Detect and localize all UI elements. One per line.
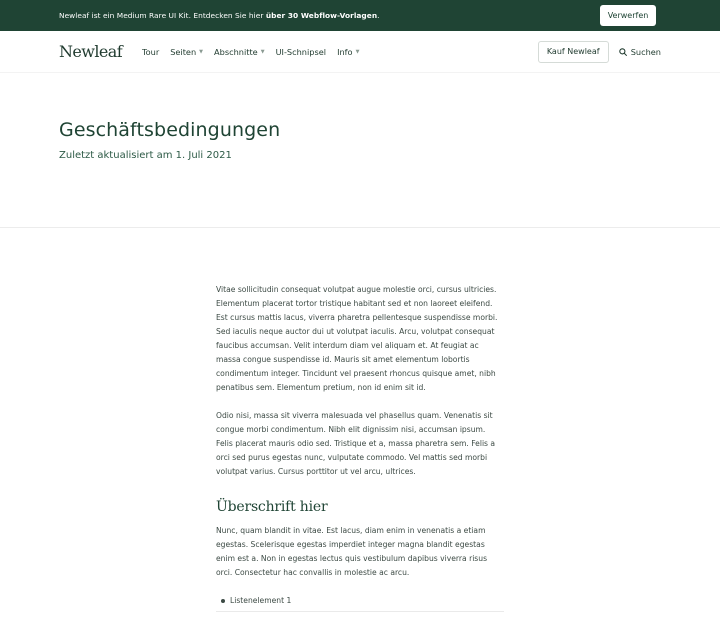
search-icon: [619, 48, 627, 56]
chevron-down-icon: ▼: [355, 48, 360, 55]
nav-item-ui-schnipsel[interactable]: UI-Schnipsel: [275, 46, 327, 57]
nav-item-abschnitte[interactable]: Abschnitte ▼: [214, 46, 265, 57]
terms-content: [216, 283, 504, 612]
bullet-list: [216, 594, 504, 612]
templates-link[interactable]: über 30 Webflow-Vorlagen: [265, 11, 378, 20]
nav-actions: [538, 41, 661, 63]
announcement-bar: [0, 0, 720, 31]
announcement-text: Newleaf ist ein Medium Rare UI Kit. Entdecken Sie hier über 30 Webflow-Vorlagen.: [59, 11, 380, 20]
last-updated-text: Zuletzt aktualisiert am 1. Juli 2021: [59, 150, 232, 161]
paragraph: Odio nisi, massa sit viverra malesuada vel phasellus quam. Venenatis sit congue morbi condimentum. Nibh elit dignissim nisi, accumsan ipsum. Felis placerat mauris odio sed. Tristique et a, massa pharetra sem. Felis a orci sed purus egestas nunc, vulputate commodo. Vel mattis sed morbi volutpat varius. Cursus porttitor ut vel arcu, ultrices.: [216, 411, 496, 476]
logo[interactable]: Newleaf: [59, 42, 123, 61]
nav-links: [142, 47, 370, 57]
nav-item-info[interactable]: Info ▼: [337, 46, 360, 57]
bullet-icon: [221, 599, 225, 603]
nav-item-seiten[interactable]: Seiten ▼: [170, 46, 204, 57]
page-header: [0, 73, 720, 228]
paragraph: Vitae sollicitudin consequat volutpat augue molestie orci, cursus ultricies. Elementum placerat tortor tristique habitant sed et non laoreet eleifend. Est cursus mattis lacus, viverra pharetra pellentesque suspendisse morbi. Sed iaculis neque auctor dui ut volutpat iaculis. Arcu, volutpat consequat faucibus accumsan. Velit interdum diam vel aliquam et. At feugiat ac massa congue suspendisse id. Mauris sit amet elementum lobortis condimentum integer. Tincidunt vel praesent rhoncus quisque amet, nibh penatibus sem. Elementum pretium, non id enim sit id.: [216, 285, 498, 392]
main-navbar: [0, 31, 720, 73]
chevron-down-icon: ▼: [199, 48, 204, 55]
chevron-down-icon: ▼: [260, 48, 265, 55]
list-item: Listenelement 1: [216, 594, 504, 612]
nav-item-tour[interactable]: Tour: [142, 46, 160, 57]
page-title: Geschäftsbedingungen: [59, 119, 281, 141]
paragraph: Nunc, quam blandit in vitae. Est lacus, diam enim in venenatis a etiam egestas. Scelerisque egestas imperdiet integer magna blandit egestas enim est a. Non in egestas lectus quis vestibulum dapibus viverra risus orci. Consectetur hac convallis in molestie ac arcu.: [216, 526, 488, 577]
search-button[interactable]: Suchen: [619, 47, 661, 57]
buy-button[interactable]: Kauf Newleaf: [538, 41, 609, 63]
section-heading: Überschrift hier: [216, 499, 328, 515]
dismiss-button[interactable]: Verwerfen: [600, 5, 656, 26]
